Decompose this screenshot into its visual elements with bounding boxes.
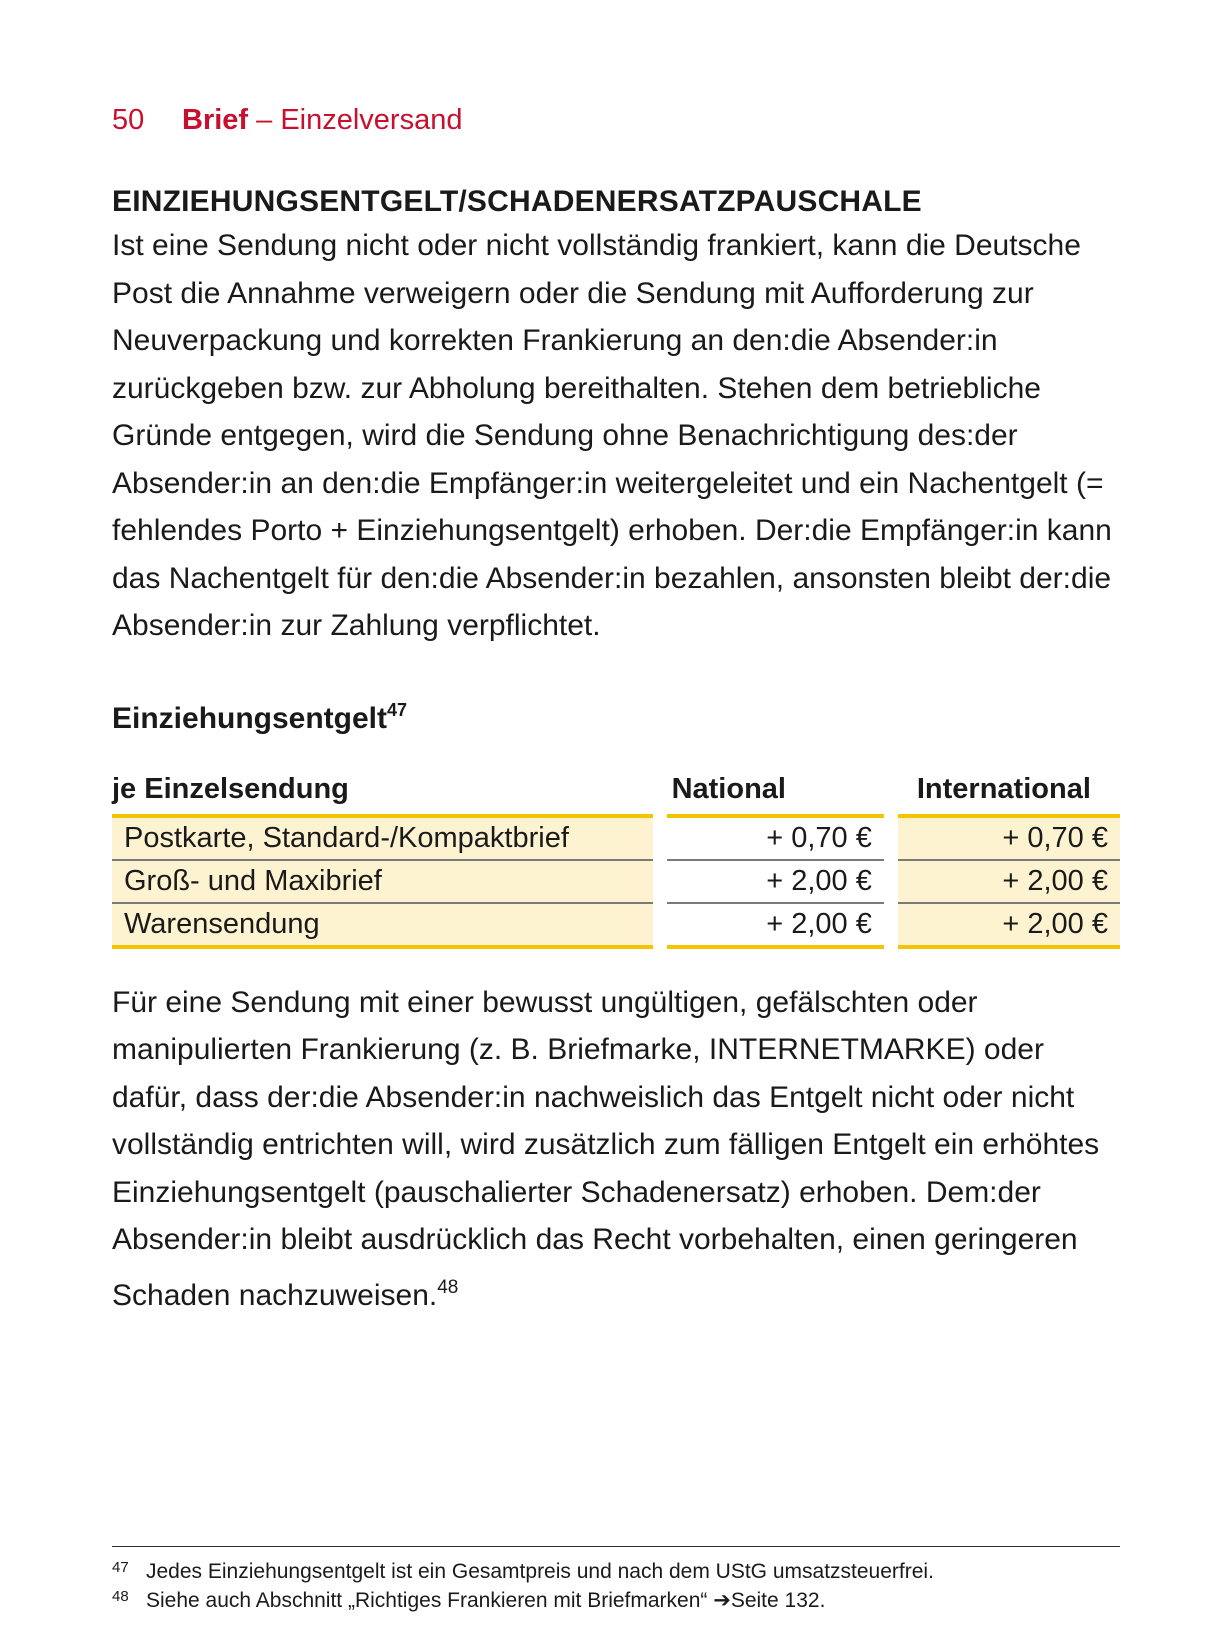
- table-header-row: [112, 765, 1120, 816]
- footnote-text: Siehe auch Abschnitt „Richtiges Frankieren mit Briefmarken“ ➔Seite 132.: [146, 1589, 826, 1612]
- second-paragraph: [112, 979, 1120, 1320]
- page-number: 50: [112, 104, 145, 136]
- table-row: [112, 816, 1120, 860]
- national-fee: + 2,00 €: [660, 903, 891, 947]
- column-header-international: International: [891, 765, 1120, 816]
- international-fee: + 2,00 €: [891, 860, 1120, 903]
- section-title: EINZIEHUNGSENTGELT/SCHADENERSATZPAUSCHALE: [112, 185, 922, 218]
- international-fee: + 0,70 €: [891, 816, 1120, 860]
- international-fee: + 2,00 €: [891, 903, 1120, 947]
- footnote-ref-48: 48: [437, 1276, 459, 1298]
- national-fee: + 0,70 €: [660, 816, 891, 860]
- footnote-number: 47: [112, 1559, 129, 1576]
- footnote-47: [112, 1557, 1120, 1586]
- row-label: Postkarte, Standard-/Kompaktbrief: [112, 816, 660, 860]
- table-row: [112, 903, 1120, 947]
- section-name: Brief: [182, 104, 249, 136]
- table-row: [112, 860, 1120, 903]
- footnote-48: [112, 1586, 1120, 1615]
- national-fee: + 2,00 €: [660, 860, 891, 903]
- table-heading-text: Einziehungsentgelt: [112, 701, 388, 735]
- footnote-ref-47: 47: [387, 699, 408, 720]
- intro-paragraph: Ist eine Sendung nicht oder nicht vollständig frankiert, kann die Deutsche Post die Annahme verweigern oder die Sendung mit Aufforderung zur Neuverpackung und korrekten Frankierung an den:die Absender:in zurückgeben bzw. zur Abholung bereithalten. Stehen dem betriebliche Gründe entgegen, wird die Sendung ohne Benachrichtigung des:der Absender:in an den:die Empfänger:in weitergeleitet und ein Nachentgelt (= fehlendes Porto + Einziehungsentgelt) erhoben. Der:die Empfänger:in kann das Nachentgelt für den:die Absender:in bezahlen, ansonsten bleibt der:die Absender:in zur Zahlung verpflichtet.: [112, 229, 1112, 642]
- row-label: Warensendung: [112, 903, 660, 947]
- column-header-shipment: je Einzelsendung: [112, 765, 660, 816]
- footnote-text: Jedes Einziehungsentgelt ist ein Gesamtpreis und nach dem UStG umsatzsteuerfrei.: [146, 1560, 934, 1583]
- fee-table: [112, 765, 1120, 949]
- footnote-number: 48: [112, 1588, 129, 1605]
- page-content: [112, 96, 1120, 1319]
- footnotes: [112, 1546, 1120, 1615]
- column-header-national: National: [660, 765, 891, 816]
- row-label: Groß- und Maxibrief: [112, 860, 660, 903]
- second-paragraph-text: Für eine Sendung mit einer bewusst ungültigen, gefälschten oder manipulierten Frankierung (z. B. Briefmarke, INTERNETMARKE) oder dafür, dass der:die Absender:in nachweislich das Entgelt nicht oder nicht vollständig entrichten will, wird zusätzlich zum fälligen Entgelt ein erhöhtes Einziehungsentgelt (pauschalierter Schadenersatz) erhoben. Dem:der Absender:in bleibt ausdrücklich das Recht vorbehalten, einen geringeren Schaden nachzuweisen.: [112, 985, 1100, 1312]
- running-header: [112, 96, 1120, 144]
- subsection-name: – Einzelversand: [248, 104, 463, 136]
- table-heading: [112, 690, 1120, 739]
